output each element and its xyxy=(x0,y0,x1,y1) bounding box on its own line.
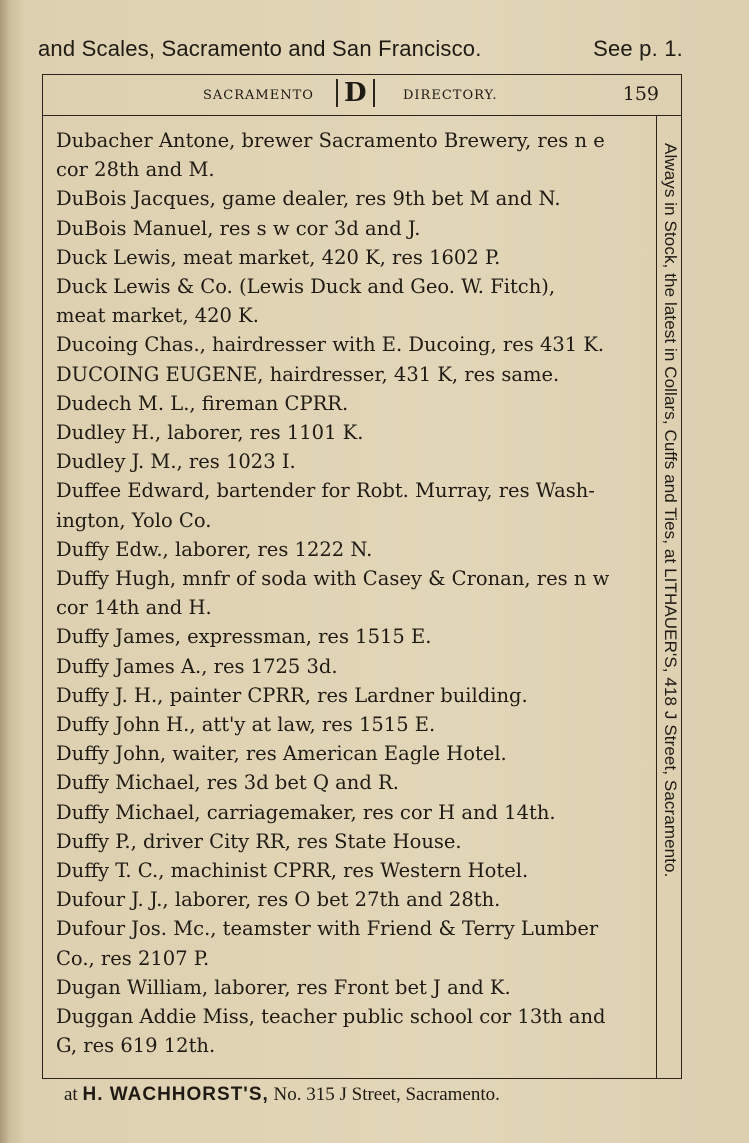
directory-entry xyxy=(56,126,671,184)
entry-line: Duck Lewis & Co. (Lewis Duck and Geo. W. Fitch), xyxy=(56,275,556,299)
directory-entry xyxy=(56,389,671,418)
bottom-advertisement xyxy=(64,1084,500,1106)
entry-line: Duffy P., driver City RR, res State House. xyxy=(56,829,462,853)
directory-entry xyxy=(56,710,671,739)
directory-entry xyxy=(56,885,671,914)
directory-entry xyxy=(56,214,671,243)
directory-entry xyxy=(56,476,671,534)
directory-entry xyxy=(56,1002,671,1060)
header-city: SACRAMENTO xyxy=(203,88,314,103)
entry-line: cor 14th and H. xyxy=(56,596,212,620)
running-header xyxy=(43,75,681,116)
directory-entry xyxy=(56,856,671,885)
entry-line: Duffee Edward, bartender for Robt. Murray, res Wash- xyxy=(56,479,595,503)
directory-entry xyxy=(56,973,671,1002)
entry-line: DUCOING EUGENE, hairdresser, 431 K, res same. xyxy=(56,362,560,386)
entry-line: Dugan William, laborer, res Front bet J and K. xyxy=(56,975,511,999)
directory-entry xyxy=(56,914,671,972)
directory-entry xyxy=(56,652,671,681)
entry-line: Duck Lewis, meat market, 420 K, res 1602 P. xyxy=(56,245,501,269)
bottom-ad-prefix: at xyxy=(64,1084,78,1105)
top-ad-text: and Scales, Sacramento and San Francisco. xyxy=(38,36,482,61)
entry-line: Duffy James A., res 1725 3d. xyxy=(56,654,338,678)
entry-line: Dudley J. M., res 1023 I. xyxy=(56,450,296,474)
entry-line: Dufour Jos. Mc., teamster with Friend & Terry Lumber xyxy=(56,917,599,941)
entry-line: cor 28th and M. xyxy=(56,158,215,182)
entry-line: Duffy Edw., laborer, res 1222 N. xyxy=(56,537,373,561)
bottom-ad-address: No. 315 J Street, Sacramento. xyxy=(273,1084,500,1105)
entry-line: Duffy Michael, res 3d bet Q and R. xyxy=(56,771,399,795)
directory-entry xyxy=(56,330,671,359)
entry-line: Duffy Michael, carriagemaker, res cor H and 14th. xyxy=(56,800,556,824)
entry-line: Dudley H., laborer, res 1101 K. xyxy=(56,421,364,445)
bottom-ad-business-name: H. WACHHORST'S, xyxy=(82,1084,269,1105)
directory-entry xyxy=(56,243,671,272)
entry-line: Duffy T. C., machinist CPRR, res Western Hotel. xyxy=(56,859,529,883)
entry-line: DuBois Jacques, game dealer, res 9th bet M and N. xyxy=(56,187,561,211)
entry-line: Duffy Hugh, mnfr of soda with Casey & Cronan, res n w xyxy=(56,567,610,591)
entry-line: Co., res 2107 P. xyxy=(56,946,210,970)
directory-entry xyxy=(56,827,671,856)
entry-line: Duffy James, expressman, res 1515 E. xyxy=(56,625,432,649)
entry-line: Dufour J. J., laborer, res O bet 27th and 28th. xyxy=(56,888,501,912)
directory-entry xyxy=(56,272,671,330)
directory-entry xyxy=(56,535,671,564)
entry-line: ington, Yolo Co. xyxy=(56,508,212,532)
directory-entry xyxy=(56,739,671,768)
page-number: 159 xyxy=(622,83,659,105)
directory-entry xyxy=(56,768,671,797)
directory-entry xyxy=(56,184,671,213)
entry-line: Dubacher Antone, brewer Sacramento Brewery, res n e xyxy=(56,129,605,152)
entry-line: Duffy John H., att'y at law, res 1515 E. xyxy=(56,713,436,737)
top-ad-page-reference: See p. 1. xyxy=(593,36,683,61)
directory-entry xyxy=(56,418,671,447)
directory-entries xyxy=(56,126,671,1061)
header-directory-label: DIRECTORY. xyxy=(403,88,498,103)
directory-entry xyxy=(56,798,671,827)
directory-entry xyxy=(56,564,671,622)
directory-entry xyxy=(56,360,671,389)
entry-line: meat market, 420 K. xyxy=(56,304,259,328)
entry-line: Duggan Addie Miss, teacher public school cor 13th and xyxy=(56,1005,606,1029)
directory-entry xyxy=(56,622,671,651)
entry-line: Duffy John, waiter, res American Eagle Hotel. xyxy=(56,742,507,766)
header-section-letter: D xyxy=(336,79,375,107)
directory-entry xyxy=(56,681,671,710)
side-advertisement: Always in Stock, the latest in Collars, Cuffs and Ties, at LITHAUER'S, 418 J Street, Sacramento. xyxy=(661,143,680,878)
entry-line: G, res 619 12th. xyxy=(56,1034,216,1058)
entry-line: DuBois Manuel, res s w cor 3d and J. xyxy=(56,216,421,240)
top-advertisement xyxy=(38,36,683,62)
entry-line: Dudech M. L., fireman CPRR. xyxy=(56,391,349,415)
entry-line: Ducoing Chas., hairdresser with E. Ducoing, res 431 K. xyxy=(56,333,605,357)
entry-line: Duffy J. H., painter CPRR, res Lardner building. xyxy=(56,683,528,707)
directory-entry xyxy=(56,447,671,476)
